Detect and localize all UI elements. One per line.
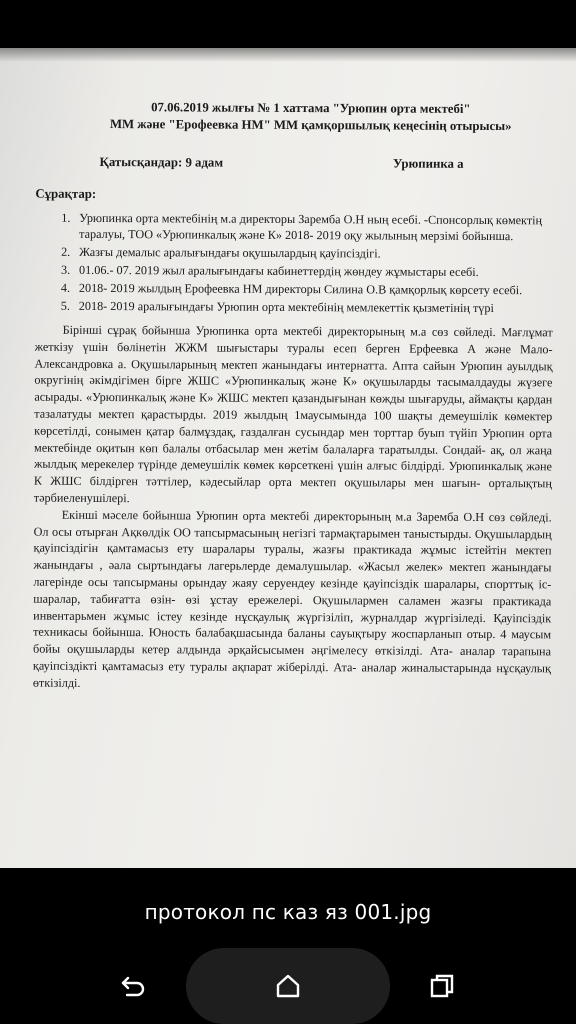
photo-edge-shadow (0, 48, 576, 62)
document-title-line-1: 07.06.2019 жылғы № 1 хаттама "Урюпин орта мектебі" (151, 100, 471, 116)
back-icon (119, 971, 149, 1001)
home-icon (273, 971, 303, 1001)
agenda-list (23, 210, 564, 317)
document-page (20, 61, 564, 866)
agenda-item-text: Жазғы демалыс аралығындағы оқушылардың қауіпсіздігі. (79, 244, 381, 261)
agenda-item-number: 2. (61, 244, 71, 259)
agenda-item-number: 3. (60, 262, 71, 277)
agenda-item-number: 5. (60, 298, 70, 313)
agenda-item (61, 280, 549, 299)
document-body (21, 322, 563, 694)
meeting-location: Урюпинка а (392, 156, 464, 171)
agenda-item (61, 210, 549, 245)
agenda-item (61, 262, 549, 281)
attendees-count: Қатысқандар: 9 адам (99, 154, 224, 170)
agenda-item-number: 1. (61, 210, 71, 225)
questions-heading: Сұрақтар: (35, 186, 97, 201)
document-title (24, 99, 564, 136)
recents-button[interactable] (424, 968, 460, 1004)
home-button[interactable] (270, 968, 306, 1004)
agenda-item-text: 01.06.- 07. 2019 жыл аралығындағы кабинеттердің жөндеу жұмыстары есебі. (78, 262, 479, 279)
paragraph-second-question: Екінші мәселе бойынша Урюпин орта мектебі директорының м.а Заремба О.Н сөз сөйледі. Ол осы отырған Ақкөлдік ОО тапсырмасының негізгі тармақтарымен таныстырды. Оқушылардың қауіпсіздігін қамтамасыз ету шаралары туралы, жазғы практикада жұмыс істейтін мектеп жанындағы , әала сыртындағы лагерьлерде демалушылар. «Жасыл желек» мектеп жанындағы лагерінде осы тапсырманы орындау жаяу серуендеу кезінде қауіпсіздік шаралары, спорттық іс- шаралар, табиғатта өзін- өзі ұстау ережелері. Оқушылармен саламен жазғы практикада инвентарьмен жұмыс істеу кезінде нұсқаулық жүргізіліп, журналдар жүргізіледі. Қауіпсіздік техникасы бойынша. Юность балабақшасында баланы сауықтыру жоспарланып отыр. 4 маусым бойы оқушыларды кетер алдында әрқайсысымен әңгімелесу өткізілді. Ата- аналар тарапына қауіпсіздікті қамтамасыз ету туралы ақпарат жіберілді. Ата- аналар жиналыстарында нұсқаулық өткізілді. (32, 507, 552, 690)
recents-icon (427, 971, 457, 1001)
agenda-item-text: 2018- 2019 аралығындағы Урюпин орта мектебінің мемлекеттік қызметінің түрі (78, 298, 494, 316)
agenda-item (61, 298, 549, 317)
document-title-line-2: ММ және "Ерофеевка НМ" ММ қамқоршылық кеңесінің отырысы» (109, 117, 512, 134)
file-name-caption: протокол пс каз яз 001.jpg (144, 900, 432, 924)
agenda-item-text: 2018- 2019 жылдың Ерофеевка НМ директоры Силина О.В қамқорлық көрсету есебі. (78, 280, 523, 298)
paragraph-first-question: Бірінші сұрақ бойынша Урюпинка орта мектебі директорының м.а сөз сөйледі. Мағлұмат жеткізу үшін бөлінетін ЖЖМ шығыстары туралы есеп берген Ерфеевка А және Мало- Александровка а. Оқушыларының мектеп жанындағы интернатта. Апта сайын Урюпин ауылдық округінің әкімдігімен бірге ЖШС «Урюпинкалық және К» оқушыларды тасымалдауды жүзеге асырады. «Урюпинкалық және К» ЖШС мектеп қазандығынан көжды шығаруды, аймақты қардан тазалатуды мектеп қарастырды. 2019 жылдың 1маусымында 100 шақты демеушілік көмектер көрсетілді, сонымен қатар балмұздақ, газдалған сусындар мен торттар буып түйіп Урюпин орта мектебінде оқитын көп балалы отбасылар мен жетім балаларға таратылды. Сондай- ақ, ол жаңа жылдық мерекелер түрінде демеушілік көмек көрсеткені үшін алғыс білдірді. Урюпинкалық және К ЖШС білдірген тәттілер, кәдесыйлар орта мектеп оқушылары мен шағын- орталықтың тәрбиеленушілері. (33, 322, 553, 506)
agenda-item (61, 244, 549, 263)
document-photo[interactable] (0, 48, 576, 868)
back-button[interactable] (116, 968, 152, 1004)
agenda-item-text: Урюпинка орта мектебінің м.а директоры Заремба О.Н ның есебі. -Спонсорлық көмектің таралуы, ТОО «Урюпинкалық және К» 2018- 2019 оқу жылының мерзімі бойынша. (79, 210, 543, 244)
system-nav-bar (0, 948, 576, 1024)
meeting-meta (24, 155, 564, 173)
agenda-item-number: 4. (60, 280, 71, 295)
